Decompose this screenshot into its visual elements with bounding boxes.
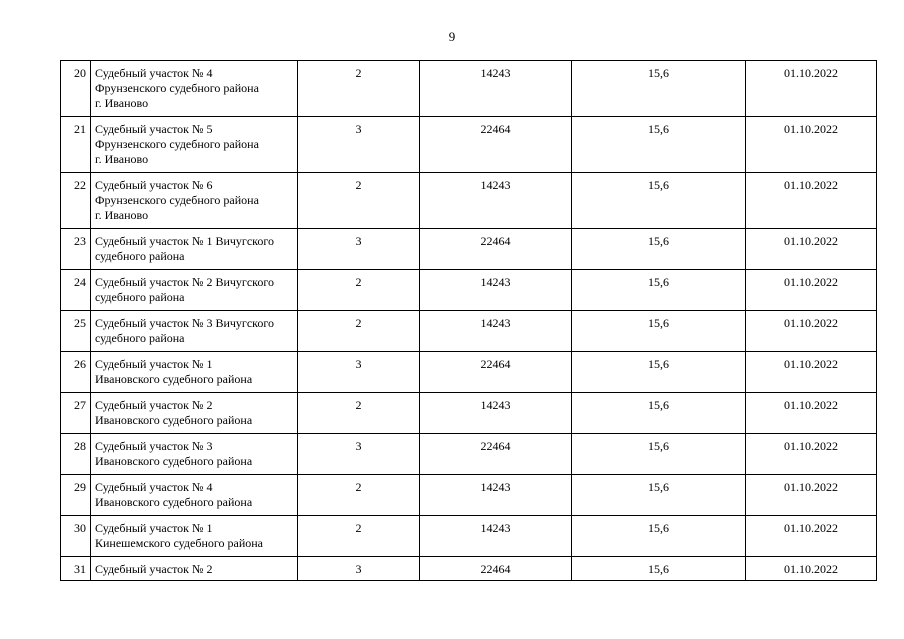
court-site-name: Судебный участок № 4 Фрунзенского судебного района г. Иваново <box>91 61 298 117</box>
cell-count: 3 <box>298 229 420 270</box>
cell-date: 01.10.2022 <box>746 61 877 117</box>
cell-count: 2 <box>298 270 420 311</box>
row-number: 25 <box>61 311 91 352</box>
table-row <box>61 434 877 475</box>
cell-rate: 15,6 <box>572 352 746 393</box>
court-site-name: Судебный участок № 5 Фрунзенского судебного района г. Иваново <box>91 117 298 173</box>
cell-date: 01.10.2022 <box>746 434 877 475</box>
court-site-name: Судебный участок № 4 Ивановского судебного района <box>91 475 298 516</box>
cell-amount: 14243 <box>420 475 572 516</box>
table-row <box>61 117 877 173</box>
table-row <box>61 61 877 117</box>
cell-count: 3 <box>298 352 420 393</box>
row-number: 22 <box>61 173 91 229</box>
cell-count: 2 <box>298 516 420 557</box>
row-number: 23 <box>61 229 91 270</box>
row-number: 21 <box>61 117 91 173</box>
table-row <box>61 352 877 393</box>
table-row <box>61 557 877 581</box>
cell-amount: 14243 <box>420 393 572 434</box>
cell-rate: 15,6 <box>572 557 746 581</box>
cell-amount: 14243 <box>420 173 572 229</box>
cell-count: 2 <box>298 393 420 434</box>
cell-rate: 15,6 <box>572 117 746 173</box>
cell-date: 01.10.2022 <box>746 352 877 393</box>
table-row <box>61 173 877 229</box>
row-number: 30 <box>61 516 91 557</box>
row-number: 29 <box>61 475 91 516</box>
cell-date: 01.10.2022 <box>746 270 877 311</box>
court-site-name: Судебный участок № 2 <box>91 557 298 581</box>
cell-amount: 14243 <box>420 516 572 557</box>
cell-rate: 15,6 <box>572 434 746 475</box>
table-row <box>61 393 877 434</box>
cell-rate: 15,6 <box>572 173 746 229</box>
row-number: 28 <box>61 434 91 475</box>
cell-count: 2 <box>298 173 420 229</box>
table-row <box>61 229 877 270</box>
cell-rate: 15,6 <box>572 393 746 434</box>
cell-amount: 22464 <box>420 352 572 393</box>
cell-date: 01.10.2022 <box>746 516 877 557</box>
court-site-name: Судебный участок № 3 Ивановского судебного района <box>91 434 298 475</box>
cell-rate: 15,6 <box>572 61 746 117</box>
cell-date: 01.10.2022 <box>746 229 877 270</box>
row-number: 20 <box>61 61 91 117</box>
cell-count: 3 <box>298 434 420 475</box>
cell-rate: 15,6 <box>572 475 746 516</box>
court-site-name: Судебный участок № 1 Кинешемского судебного района <box>91 516 298 557</box>
cell-date: 01.10.2022 <box>746 557 877 581</box>
court-sites-table <box>60 60 877 581</box>
cell-count: 2 <box>298 61 420 117</box>
court-site-name: Судебный участок № 2 Вичугского судебного района <box>91 270 298 311</box>
cell-date: 01.10.2022 <box>746 311 877 352</box>
cell-rate: 15,6 <box>572 229 746 270</box>
cell-rate: 15,6 <box>572 516 746 557</box>
cell-date: 01.10.2022 <box>746 173 877 229</box>
cell-count: 2 <box>298 311 420 352</box>
cell-rate: 15,6 <box>572 270 746 311</box>
cell-amount: 22464 <box>420 229 572 270</box>
row-number: 31 <box>61 557 91 581</box>
cell-amount: 22464 <box>420 434 572 475</box>
table-row <box>61 516 877 557</box>
row-number: 27 <box>61 393 91 434</box>
cell-count: 3 <box>298 117 420 173</box>
court-site-name: Судебный участок № 1 Ивановского судебного района <box>91 352 298 393</box>
cell-count: 3 <box>298 557 420 581</box>
table-row <box>61 475 877 516</box>
cell-rate: 15,6 <box>572 311 746 352</box>
cell-date: 01.10.2022 <box>746 475 877 516</box>
cell-date: 01.10.2022 <box>746 117 877 173</box>
cell-amount: 14243 <box>420 61 572 117</box>
court-site-name: Судебный участок № 3 Вичугского судебного района <box>91 311 298 352</box>
cell-amount: 14243 <box>420 270 572 311</box>
court-site-name: Судебный участок № 6 Фрунзенского судебного района г. Иваново <box>91 173 298 229</box>
cell-date: 01.10.2022 <box>746 393 877 434</box>
page-number: 9 <box>448 29 456 44</box>
table-row <box>61 270 877 311</box>
court-site-name: Судебный участок № 1 Вичугского судебного района <box>91 229 298 270</box>
cell-amount: 22464 <box>420 557 572 581</box>
cell-amount: 22464 <box>420 117 572 173</box>
court-site-name: Судебный участок № 2 Ивановского судебного района <box>91 393 298 434</box>
cell-amount: 14243 <box>420 311 572 352</box>
row-number: 26 <box>61 352 91 393</box>
row-number: 24 <box>61 270 91 311</box>
table-row <box>61 311 877 352</box>
cell-count: 2 <box>298 475 420 516</box>
